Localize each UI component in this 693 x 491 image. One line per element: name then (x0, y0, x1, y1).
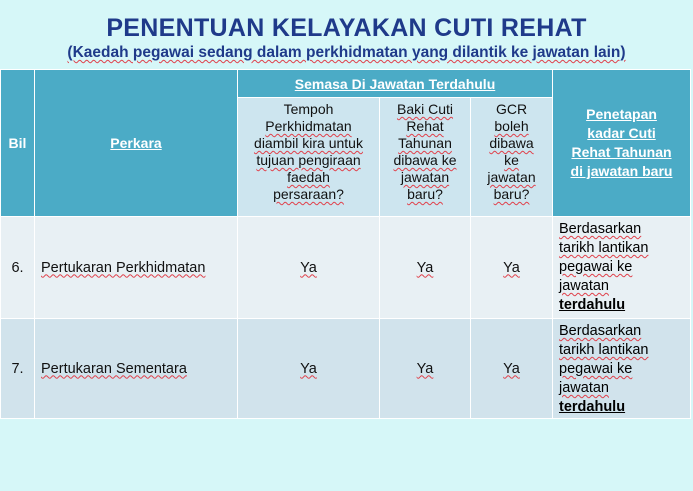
row-penetapan-line: tarikh lantikan (559, 342, 649, 358)
row-penetapan-line: jawatan (559, 380, 609, 396)
row-tempoh (238, 217, 380, 319)
header-penetapan-line: Rehat Tahunan (571, 144, 672, 160)
header-gcr-line: boleh (494, 118, 529, 134)
header-gcr (471, 98, 553, 217)
header-perkara-label: Perkara (110, 135, 162, 151)
row-bil: 6. (1, 217, 35, 319)
table-row (1, 319, 691, 419)
row-penetapan-bold: terdahulu (559, 297, 626, 313)
row-bil: 7. (1, 319, 35, 419)
header-penetapan (553, 70, 691, 217)
header-penetapan-line: Penetapan (586, 106, 657, 122)
header-penetapan-line: di jawatan baru (570, 163, 673, 179)
header-group-semasa (238, 70, 553, 98)
header-gcr-line: dibawa (489, 135, 534, 151)
row-penetapan-line: Berdasarkan (559, 221, 642, 237)
header-tempoh-line: faedah (287, 169, 330, 185)
row-penetapan-line (559, 398, 690, 417)
header-baki-line: Tahunan (398, 135, 452, 151)
row-penetapan-line: Berdasarkan (559, 323, 642, 339)
header-tempoh-line: diambil kira untuk (254, 135, 363, 151)
header-gcr-line: baru? (493, 186, 530, 202)
page-title: PENENTUAN KELAYAKAN CUTI REHAT (106, 14, 587, 42)
row-penetapan-line: pegawai ke (559, 361, 633, 377)
row-penetapan-line: pegawai ke (559, 259, 633, 275)
header-group-label: Semasa Di Jawatan Terdahulu (294, 75, 496, 92)
row-baki-value: Ya (416, 259, 434, 276)
header-baki-line: dibawa ke (393, 152, 457, 168)
row-perkara-text: Pertukaran Perkhidmatan (41, 259, 206, 276)
row-baki (380, 319, 471, 419)
row-gcr (471, 319, 553, 419)
header-baki-line: baru? (407, 186, 443, 202)
header-bil: Bil (1, 70, 35, 217)
header-tempoh-line: Perkhidmatan (265, 118, 352, 134)
row-baki (380, 217, 471, 319)
header-gcr-line: GCR (495, 101, 528, 117)
row-tempoh-value: Ya (300, 360, 317, 377)
row-penetapan (553, 217, 691, 319)
row-tempoh (238, 319, 380, 419)
row-penetapan-line (559, 296, 690, 315)
row-tempoh-value: Ya (300, 259, 317, 276)
row-gcr-value: Ya (503, 259, 520, 276)
header-tempoh-line: Tempoh (283, 101, 334, 117)
header-tempoh-line: tujuan pengiraan (256, 152, 361, 168)
row-gcr (471, 217, 553, 319)
header-gcr-line: jawatan (487, 169, 536, 185)
row-perkara (35, 217, 238, 319)
row-baki-value: Ya (416, 360, 434, 377)
header-gcr-line: ke (504, 152, 519, 168)
row-penetapan-line: jawatan (559, 278, 609, 294)
subtitle-text: (Kaedah pegawai sedang dalam perkhidmatan yang dilantik ke jawatan lain) (67, 44, 626, 61)
row-penetapan-bold: terdahulu (559, 399, 626, 415)
header-baki (380, 98, 471, 217)
eligibility-table (0, 69, 691, 419)
row-penetapan-line: tarikh lantikan (559, 240, 649, 256)
row-perkara-text: Pertukaran Sementara (41, 360, 187, 377)
row-perkara (35, 319, 238, 419)
table-row (1, 217, 691, 319)
row-penetapan (553, 319, 691, 419)
header-penetapan-line: kadar Cuti (587, 125, 656, 141)
header-baki-line: jawatan (400, 169, 450, 185)
header-baki-line: Baki Cuti (396, 101, 454, 117)
header-perkara (35, 70, 238, 217)
header-baki-line: Rehat (406, 118, 444, 134)
row-gcr-value: Ya (503, 360, 520, 377)
header-tempoh-line: persaraan? (273, 186, 344, 202)
page-subtitle (0, 44, 693, 62)
header-tempoh (238, 98, 380, 217)
